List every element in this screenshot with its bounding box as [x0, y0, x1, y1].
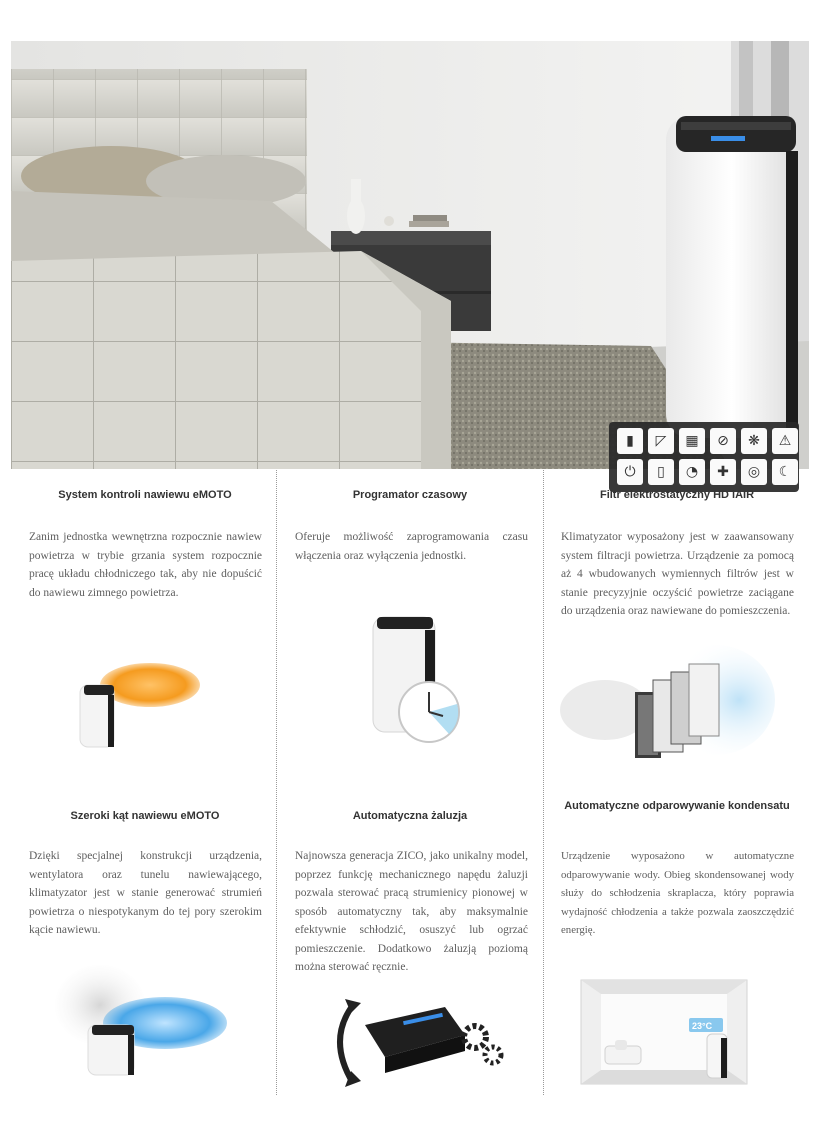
bedroom-scene	[11, 41, 809, 469]
feature-title-condensate: Automatyczne odparowywanie kondensatu	[564, 800, 790, 812]
tank-icon: ▮	[617, 428, 643, 454]
timer-clock-illustration	[365, 612, 465, 747]
feature-text-emoto-control: Zanim jednostka wewnętrzna rozpocznie nawiew powietrza w trybie grzania system rozpocznie pracę układu chłodniczego tak, aby nie dopuścić do nawiewu zimnego powietrza.	[29, 531, 262, 599]
feature-text-filter: Klimatyzator wyposażony jest w zaawansowany system filtracji powietrza. Urządzenie za pomocą aż 4 wbudowanych wymiennych filtrów jest w stanie precyzyjnie oczyścić powietrze zaciągane do urządzenia oraz nawiewane do pomieszczenia.	[561, 531, 794, 617]
feature-title-emoto-control: System kontroli nawiewu eMOTO	[58, 489, 232, 501]
power-icon: ⏻	[617, 459, 643, 485]
column-divider-left	[276, 470, 277, 1095]
air-mode-icon: ◎	[741, 459, 767, 485]
room-temperature-readout: 23°C	[692, 1021, 713, 1031]
fan-airflow-icon: ❋	[741, 428, 767, 454]
room-condensate-illustration	[581, 980, 747, 1084]
feature-title-auto-louver: Automatyczna żaluzja	[352, 810, 468, 822]
hero-photo	[11, 41, 809, 480]
remote-control-icon: ▯	[648, 459, 674, 485]
column-divider-right	[543, 470, 544, 1095]
feature-icon-panel	[609, 422, 799, 492]
sleep-mode-icon: ☾	[772, 459, 798, 485]
auto-louver-illustration	[325, 995, 510, 1087]
wide-airflow-illustration	[60, 965, 230, 1075]
feature-text-condensate: Urządzenie wyposażono w automatyczne odparowywanie wody. Obieg skondensowanej wody służy do schłodzenia skraplacza, który poprawia wydajność chłodzenia a także pozwala zaoszczędzić energię.	[561, 850, 794, 936]
feature-text-timer: Oferuje możliwość zaprogramowania czasu włączenia oraz wyłączenia jednostki.	[295, 531, 528, 562]
self-clean-icon: ✚	[710, 459, 736, 485]
no-bacteria-icon: ⊘	[710, 428, 736, 454]
timer-icon: ◔	[679, 459, 705, 485]
filter-layers-illustration	[565, 640, 765, 765]
feature-title-filter: Filtr elektrostatyczny HD iAIR	[599, 489, 755, 501]
warning-icon: ⚠	[772, 428, 798, 454]
filter-layers-icon: ▦	[679, 428, 705, 454]
louver-icon: ◸	[648, 428, 674, 454]
feature-text-auto-louver: Najnowsza generacja ZICO, jako unikalny model, poprzez funkcję mechanicznego napędu żaluzji pozwala sterować pracą strumienicy pionowej w sposób automatyczny tak, aby maksymalnie efektywnie schłodzić, osuszyć lub ogrzać pomieszczenie. Dodatkowo żaluzją poziomą można sterować ręcznie.	[295, 850, 528, 973]
warm-airflow-illustration	[70, 655, 200, 747]
feature-title-timer: Programator czasowy	[352, 489, 468, 501]
feature-text-wide-airflow: Dzięki specjalnej konstrukcji urządzenia, wentylatora oraz tunelu nawiewającego, klimatyzator jest w stanie generować strumień powietrza o niespotykanym do tej pory szerokim kącie nawiewu.	[29, 850, 262, 936]
feature-title-wide-airflow: Szeroki kąt nawiewu eMOTO	[70, 810, 220, 822]
